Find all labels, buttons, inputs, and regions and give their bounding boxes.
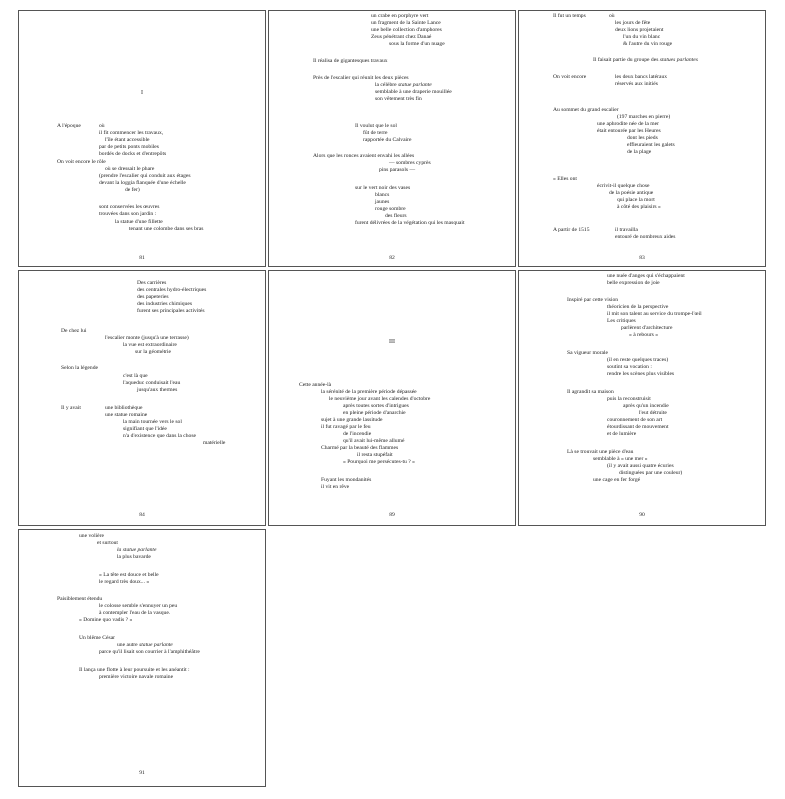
text-line: le neuvième jour avant les calendes d'octobre bbox=[329, 396, 431, 402]
text-line: (il en reste quelques traces) bbox=[607, 357, 669, 363]
text-line: (197 marches en pierre) bbox=[617, 114, 671, 120]
text-line: parce qu'il lisait son courrier à l'amphithéâtre bbox=[99, 649, 200, 655]
text-line: Cette année-là bbox=[299, 382, 332, 388]
text-line: les jours de fête bbox=[615, 20, 651, 26]
text-line: sur le vert noir des vases bbox=[355, 185, 411, 191]
text-line: rapportée du Calvaire bbox=[363, 137, 412, 143]
text-line: de fer) bbox=[125, 187, 140, 193]
page-number: 81 bbox=[139, 255, 145, 261]
text-line: On voit encore le rôle bbox=[57, 159, 106, 165]
text-line: sujet à une grande lassitude bbox=[321, 417, 383, 423]
text-line: jaunes bbox=[375, 199, 390, 205]
text-line: l'un du vin blanc bbox=[623, 34, 661, 40]
text-line: une cage en fer forgé bbox=[593, 477, 641, 483]
text-line: des fleurs bbox=[385, 213, 407, 219]
text-line: le colosse semble s'ennuyer un peu bbox=[99, 603, 178, 609]
text-line: de l'incendie bbox=[343, 431, 372, 437]
page-number: 82 bbox=[389, 255, 395, 261]
text-line: sur la géométrie bbox=[135, 349, 172, 355]
page-number: 89 bbox=[389, 512, 395, 518]
text-line: « Elles ont bbox=[553, 176, 577, 182]
text-line: puis la reconstruisit bbox=[607, 396, 651, 402]
text-line: le regard très doux... » bbox=[99, 579, 150, 585]
text-line: réservés aux initiés bbox=[615, 81, 658, 87]
text-line: entouré de nombreux aides bbox=[615, 234, 676, 240]
text-line: et de lumière bbox=[607, 431, 637, 437]
text-line: bordés de docks et d'entrepôts bbox=[99, 151, 167, 157]
text-line: couronnement de son art bbox=[607, 417, 663, 423]
text-line: l'aqueduc conduisait l'eau bbox=[123, 380, 181, 386]
text-line: signifiant que l'idée bbox=[123, 426, 167, 432]
text-line: une aphrodite née de la mer bbox=[597, 121, 659, 127]
text-line: c'est là que bbox=[123, 373, 148, 379]
text-line: « Pourquoi me persécutes-tu ? » bbox=[343, 459, 415, 465]
text-line: & l'autre du vin rouge bbox=[623, 41, 673, 47]
text-line: Il lança une flotte à leur poursuite et les anéantit : bbox=[79, 667, 190, 673]
text-line: « à rebours » bbox=[629, 332, 659, 338]
chapter-heading: III bbox=[389, 339, 395, 345]
text-line: des industries chimiques bbox=[137, 301, 192, 307]
text-line: Il agrandit sa maison bbox=[567, 389, 614, 395]
text-line: Des carrières bbox=[137, 280, 167, 286]
chapter-heading: I bbox=[141, 90, 143, 96]
text-line: « Domine quo vadis ? » bbox=[79, 617, 133, 623]
text-line: un fragment de la Sainte Lance bbox=[371, 20, 441, 26]
text-line: une statue romaine bbox=[105, 412, 148, 418]
text-line: des centrales hydro-électriques bbox=[137, 287, 207, 293]
text-line: écrivit-il quelque chose bbox=[597, 183, 650, 189]
text-line: une belle collection d'amphores bbox=[371, 27, 442, 33]
text-line: semblable à une draperie mouillée bbox=[375, 89, 452, 95]
text-line: matérielle bbox=[203, 440, 226, 446]
text-line: un crabe en porphyre vert bbox=[371, 13, 429, 19]
text-line: une autre statue parlante bbox=[117, 642, 173, 648]
text-line: Près de l'escalier qui réunit les deux pièces bbox=[313, 75, 409, 81]
text-line: Il y avait bbox=[61, 405, 81, 411]
text-line: parlèrent d'architecture bbox=[621, 325, 673, 331]
text-line: — sombres cyprès bbox=[389, 160, 431, 166]
text-line: la main tournée vers le sol bbox=[123, 419, 182, 425]
page-82 bbox=[268, 10, 516, 267]
text-line: Charmé par la beauté des flammes bbox=[321, 445, 399, 451]
text-line: Il fut un temps bbox=[553, 13, 586, 19]
text-line: son vêtement très fin bbox=[375, 96, 422, 102]
text-line: et surtout bbox=[97, 540, 118, 546]
text-line: qui place la mort bbox=[617, 197, 655, 203]
text-line: (il y avait aussi quatre écuries bbox=[607, 463, 674, 469]
text-line: Inspiré par cette vision bbox=[567, 297, 619, 303]
text-line: en pleine période d'anarchie bbox=[343, 410, 406, 416]
page-number: 90 bbox=[639, 512, 645, 518]
text-line: sous la forme d'un nuage bbox=[389, 41, 445, 47]
text-line: A l'époque bbox=[57, 123, 81, 129]
text-line: Sa vigueur morale bbox=[567, 350, 609, 356]
text-line: Zeus pénétrant chez Danaé bbox=[371, 34, 432, 40]
text-line: la célèbre statue parlante bbox=[375, 82, 432, 88]
text-line: après toutes sortes d'intrigues bbox=[343, 403, 409, 409]
text-line: les deux bancs latéraux bbox=[615, 74, 668, 80]
text-line: théoricien de la perspective bbox=[607, 304, 669, 310]
text-line: jusqu'aux thermes bbox=[137, 387, 178, 393]
text-line: il mit son talent au service du trompe-l'œil bbox=[607, 311, 702, 317]
text-line: qu'il avait lui-même allumé bbox=[343, 438, 405, 444]
page-81 bbox=[18, 10, 266, 267]
page-84 bbox=[18, 270, 266, 526]
text-line: par de petits ponts mobiles bbox=[99, 144, 159, 150]
text-line: blancs bbox=[375, 192, 390, 198]
text-line: de la plage bbox=[627, 149, 652, 155]
text-line: Là se trouvait une pièce d'eau bbox=[567, 449, 634, 455]
text-line: était entourée par les Heures bbox=[597, 128, 661, 134]
text-line: des papeteries bbox=[137, 294, 169, 300]
text-line: sont conservées les œuvres bbox=[99, 204, 160, 210]
text-line: Un blême César bbox=[79, 635, 116, 641]
text-line: à contempler l'eau de la vasque. bbox=[99, 610, 171, 616]
text-line: A partir de 1515 bbox=[553, 227, 590, 233]
text-line: première victoire navale romaine bbox=[99, 674, 174, 680]
text-line: On voit encore bbox=[553, 74, 587, 80]
text-line: Il voulut que le sol bbox=[355, 123, 397, 129]
text-line: De chez lui bbox=[61, 328, 87, 334]
text-line: Au sommet du grand escalier bbox=[553, 107, 619, 113]
text-line: pins parasols — bbox=[379, 167, 416, 173]
text-line: il fit commencer les travaux, bbox=[99, 130, 164, 136]
text-line: il fut ravagé par le feu bbox=[321, 424, 371, 430]
text-line: rendre les scènes plus visibles bbox=[607, 371, 675, 377]
text-line: une bibliothèque bbox=[105, 405, 143, 411]
text-line: la vue est extraordinaire bbox=[123, 342, 177, 348]
text-line: la statue d'une fillette bbox=[115, 219, 163, 225]
text-line: l'escalier monte (jusqu'à une terrasse) bbox=[105, 335, 189, 341]
text-line: dont les pieds bbox=[627, 135, 658, 141]
text-line: distinguées par une couleur) bbox=[619, 470, 683, 476]
text-line: Il faisait partie du groupe des statues parlantes bbox=[593, 57, 698, 63]
text-line: il travailla bbox=[615, 227, 638, 233]
text-line: furent ses principales activités bbox=[137, 308, 205, 314]
text-line: rouge sombre bbox=[375, 206, 406, 212]
text-line: où bbox=[609, 13, 615, 19]
text-line: Il réalisa de gigantesques travaux bbox=[313, 58, 388, 64]
text-line: de la poésie antique bbox=[609, 190, 654, 196]
text-line: Paisiblement étendu bbox=[57, 596, 103, 602]
text-line: « La tête est douce et belle bbox=[99, 572, 159, 578]
text-line: devant la loggia flanquée d'une échelle bbox=[99, 180, 186, 186]
text-line: Alors que les ronces avaient envahi les allées bbox=[313, 153, 415, 159]
text-line: la plus bavarde bbox=[117, 554, 151, 560]
text-line: Fuyant les mondanités bbox=[321, 477, 372, 483]
page-number: 83 bbox=[639, 255, 645, 261]
text-line: une nuée d'anges qui s'échappaient bbox=[607, 273, 685, 279]
text-line: Les critiques bbox=[607, 318, 636, 324]
text-line: effleuraient les galets bbox=[627, 142, 675, 148]
text-line: étourdissant de mouvement bbox=[607, 424, 669, 430]
text-line: l'eut détruite bbox=[639, 410, 667, 416]
text-line: après qu'un incendie bbox=[623, 403, 669, 409]
text-line: la sérénité de la première période dépassée bbox=[321, 389, 417, 395]
text-line: où se dressait le phare bbox=[105, 166, 155, 172]
text-line: à côté des plaisirs » bbox=[617, 204, 661, 210]
text-line: deux lions projetaient bbox=[615, 27, 664, 33]
text-line: trouvées dans son jardin : bbox=[99, 211, 157, 217]
text-line: l'île étant accessible bbox=[105, 137, 150, 143]
text-line: il resta stupéfait bbox=[357, 452, 393, 458]
page-91 bbox=[18, 529, 266, 787]
page-90 bbox=[518, 270, 766, 526]
page-89 bbox=[268, 270, 516, 526]
text-line: Selon la légende bbox=[61, 365, 98, 371]
text-line: la statue parlante bbox=[117, 547, 157, 553]
text-line: une volière bbox=[79, 533, 105, 539]
text-line: où bbox=[99, 123, 105, 129]
text-line: tenant une colombe dans ses bras bbox=[129, 226, 204, 232]
text-line: fût de terre bbox=[363, 130, 388, 136]
text-line: furent délivrées de la végétation qui les masquait bbox=[355, 220, 465, 226]
text-line: il vit en rêve bbox=[321, 484, 350, 490]
text-line: belle expression de joie bbox=[607, 280, 660, 286]
text-line: n'a d'existence que dans la chose bbox=[123, 433, 196, 439]
page-number: 91 bbox=[139, 770, 145, 776]
text-line: semblable à « une mer » bbox=[593, 456, 648, 462]
page-number: 84 bbox=[139, 512, 145, 518]
page-83 bbox=[518, 10, 766, 267]
text-line: (prendre l'escalier qui conduit aux étages bbox=[99, 173, 191, 179]
text-line: soutint sa vocation : bbox=[607, 364, 652, 370]
